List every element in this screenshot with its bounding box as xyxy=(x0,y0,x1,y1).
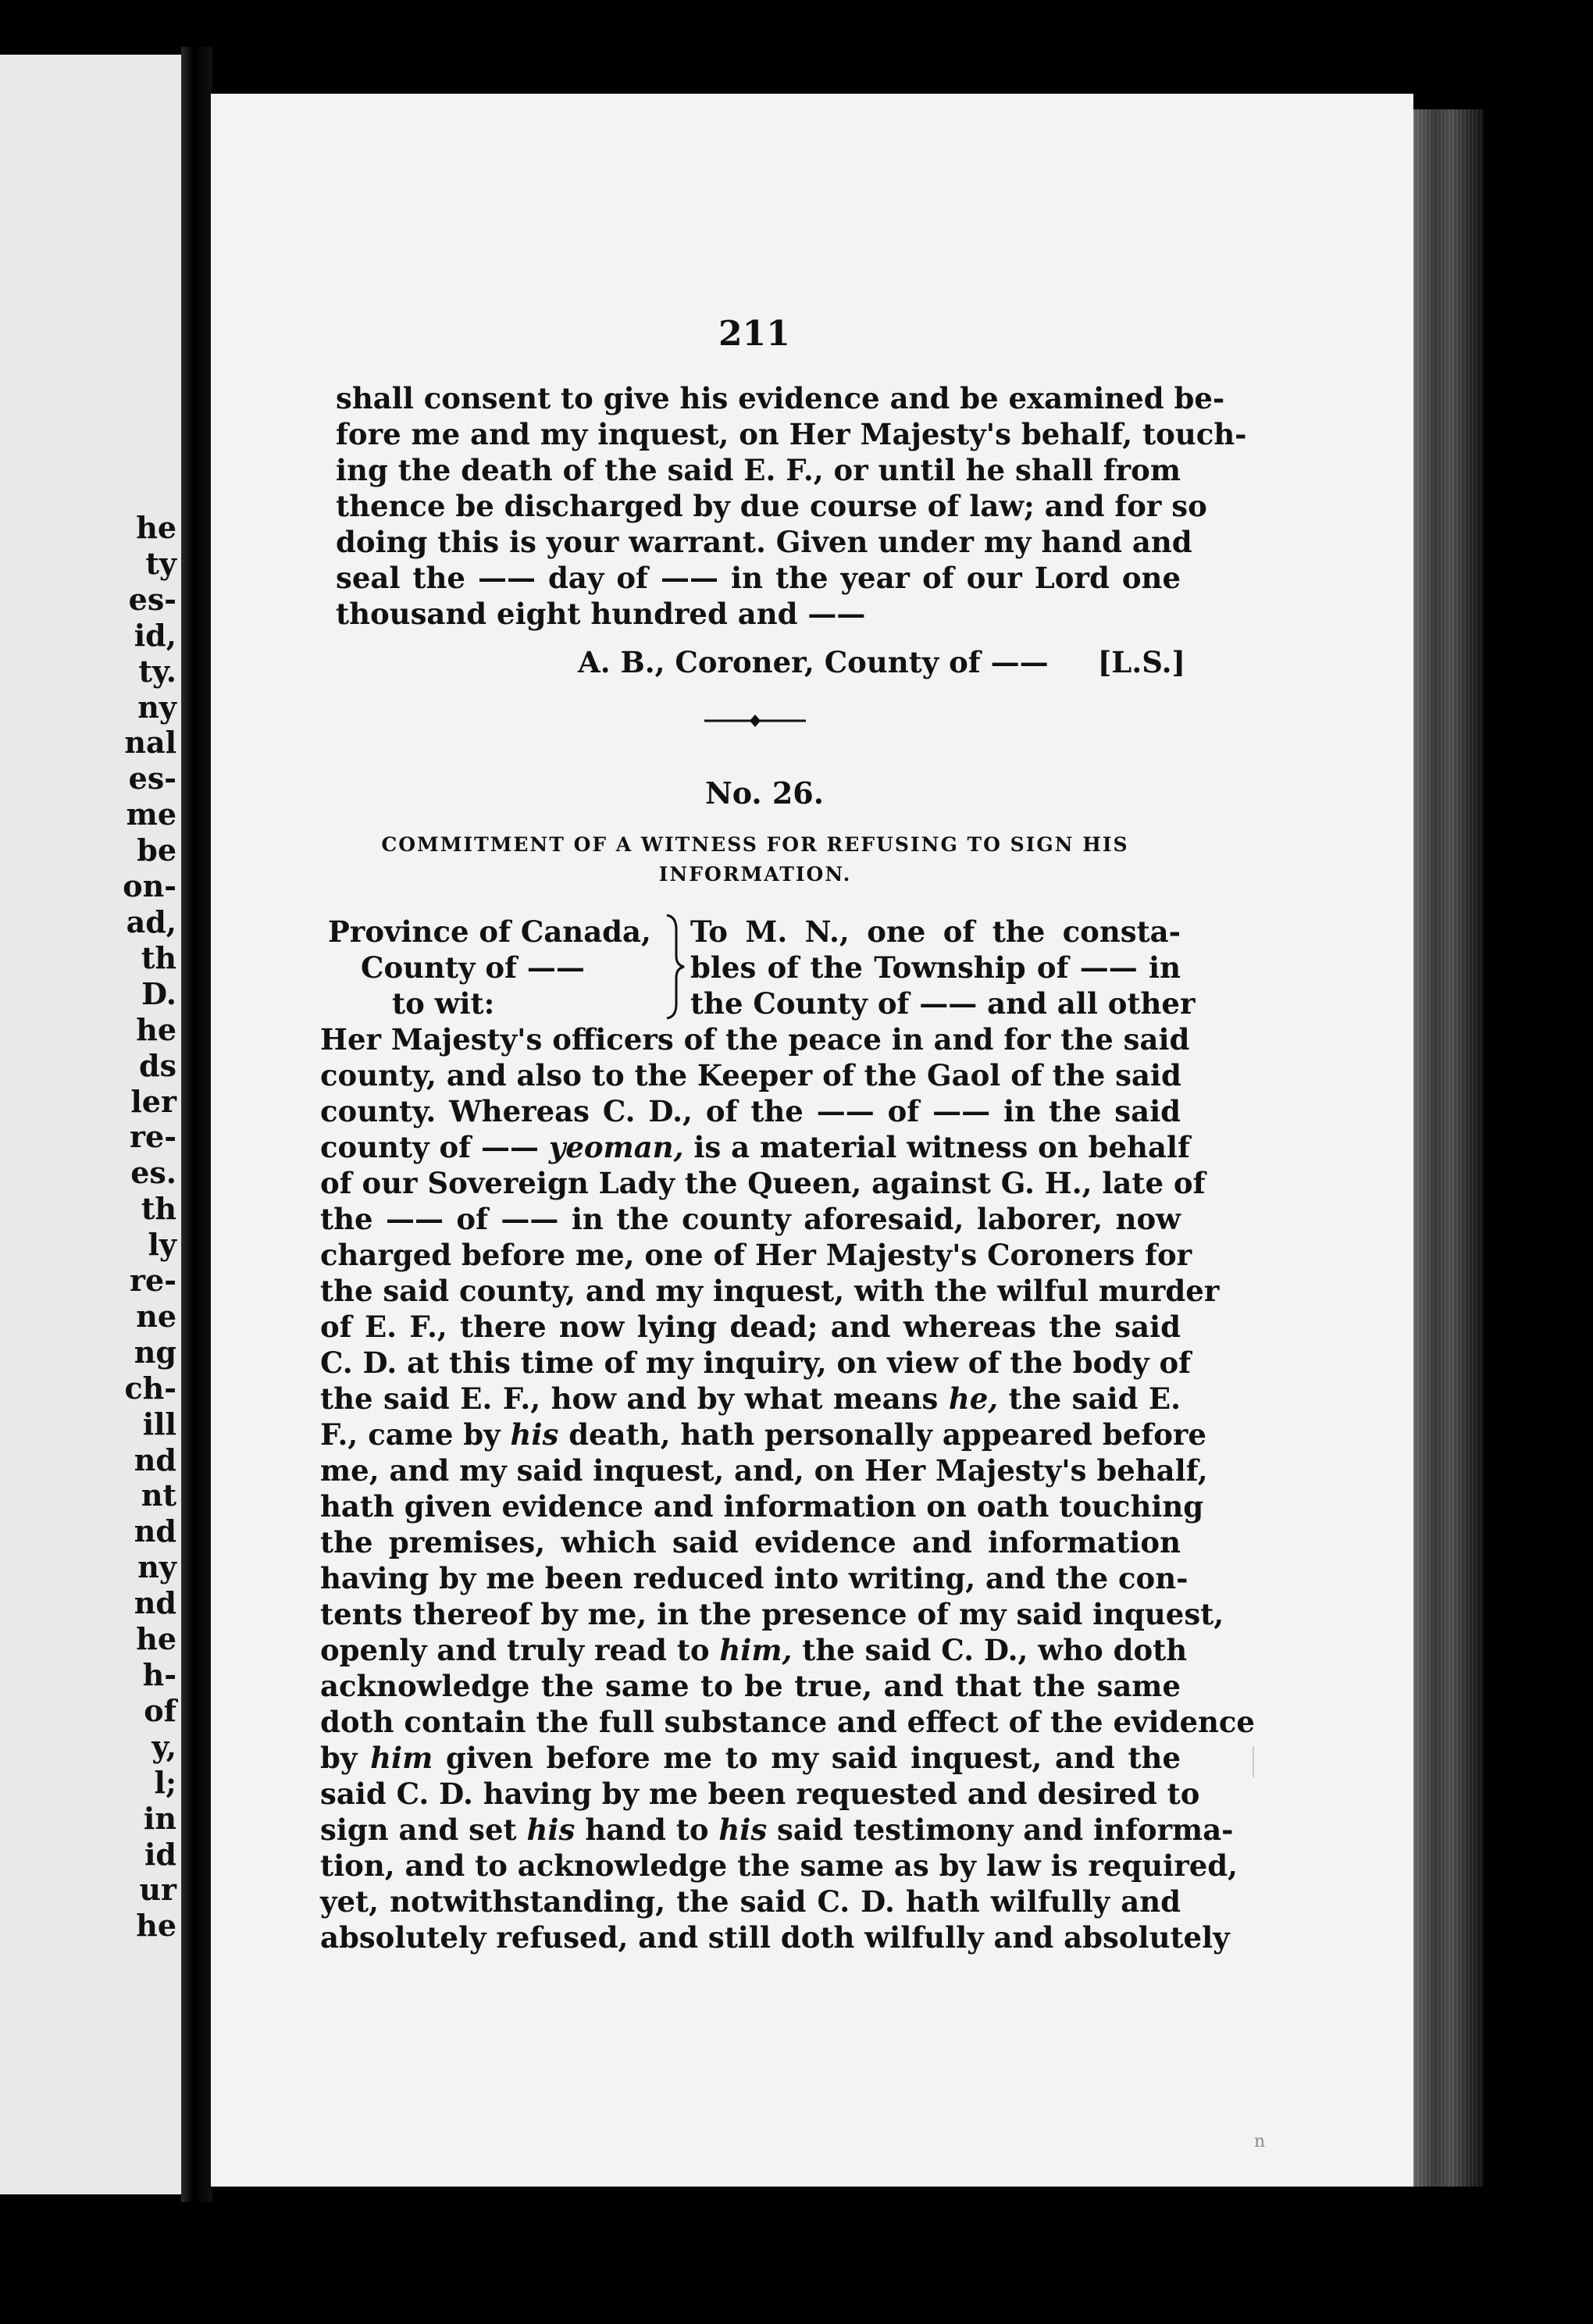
text-line: county. Whereas C. D., of the —— of —— in the said xyxy=(320,1094,1181,1128)
pencil-mark xyxy=(1253,1746,1263,1777)
text-line: C. D. at this time of my inquiry, on view of the body of xyxy=(320,1346,1192,1380)
left-page-fragment: on- xyxy=(123,868,176,904)
left-page-fragment: y, xyxy=(151,1728,176,1764)
text-line: fore me and my inquest, on Her Majesty's behalf, touch- xyxy=(336,417,1247,451)
left-page-fragment: he xyxy=(136,1908,176,1944)
text-line: F., came by his death, hath personally appeared before xyxy=(320,1417,1206,1452)
text-line: tion, and to acknowledge the same as by law is required, xyxy=(320,1848,1238,1883)
left-page-fragment: ch- xyxy=(124,1370,176,1406)
form-heading xyxy=(361,830,1149,889)
text-line: sign and set his hand to his said testimony and informa- xyxy=(320,1813,1234,1847)
text-line: county, and also to the Keeper of the Gaol of the said xyxy=(320,1058,1181,1092)
addressee-block xyxy=(690,914,1196,1021)
text-line: the said E. F., how and by what means he, the said E. xyxy=(320,1381,1181,1416)
text-line: of E. F., there now lying dead; and whereas the said xyxy=(320,1310,1181,1344)
text-line: thence be discharged by due course of law; and for so xyxy=(336,489,1207,523)
venue-county: County of —— xyxy=(361,950,585,985)
warrant-body xyxy=(320,1021,1255,1955)
left-page-fragment: ill xyxy=(142,1406,176,1442)
continuation-paragraph xyxy=(336,380,1247,632)
left-page-fragment: me xyxy=(126,797,176,832)
text-line: seal the —— day of —— in the year of our Lord one xyxy=(336,561,1181,595)
left-page-fragment: nd xyxy=(134,1513,176,1549)
text-line: shall consent to give his evidence and be examined be- xyxy=(336,381,1225,415)
text-line: acknowledge the same to be true, and that the same xyxy=(320,1669,1181,1703)
text-line: of our Sovereign Lady the Queen, against G. H., late of xyxy=(320,1166,1206,1200)
text-line: openly and truly read to him, the said C. D., who doth xyxy=(320,1633,1188,1667)
text-line: doth contain the full substance and effect of the evidence xyxy=(320,1705,1255,1739)
text-line: said C. D. having by me been requested and desired to xyxy=(320,1777,1200,1811)
book-gutter xyxy=(181,47,212,2202)
left-page-fragment: of xyxy=(144,1692,176,1728)
signature-text: A. B., Coroner, County of —— xyxy=(578,645,1049,679)
left-page-fragment: id xyxy=(144,1836,176,1872)
text-line: charged before me, one of Her Majesty's Coroners for xyxy=(320,1238,1192,1272)
left-page-fragment: re- xyxy=(130,1263,176,1299)
left-page-fragment: ler xyxy=(130,1083,176,1119)
left-page-fragment: h- xyxy=(142,1657,176,1692)
venue-province: Province of Canada, xyxy=(328,914,651,949)
signature-line xyxy=(578,645,1195,679)
left-page-fragment: re- xyxy=(130,1119,176,1155)
left-page-line-fragments xyxy=(123,510,176,1944)
page-number: 211 xyxy=(718,314,790,354)
left-page-fragment: l; xyxy=(154,1764,176,1800)
left-page-fragment: he xyxy=(136,510,176,545)
text-line: hath given evidence and information on oath touching xyxy=(320,1489,1204,1524)
heading-line: COMMITMENT OF A WITNESS FOR REFUSING TO SIGN HIS xyxy=(381,833,1129,856)
left-page-fragment: nd xyxy=(134,1585,176,1621)
text-line: ing the death of the said E. F., or until he shall from xyxy=(336,453,1181,487)
text-line: yet, notwithstanding, the said C. D. hath wilfully and xyxy=(320,1884,1181,1919)
left-page-fragment: es- xyxy=(128,581,176,617)
page-edge-shadow xyxy=(1413,109,1484,2187)
left-page-fragment: ny xyxy=(137,689,176,725)
left-page-fragment: in xyxy=(143,1800,176,1836)
text-line: bles of the Township of —— in xyxy=(690,950,1181,985)
heading-line: INFORMATION. xyxy=(658,863,852,886)
section-divider-ornament xyxy=(700,709,811,732)
text-line: by him given before me to my said inquest, and the xyxy=(320,1741,1181,1775)
left-page-fragment: ur xyxy=(139,1872,176,1908)
left-page-fragment: ty. xyxy=(138,653,176,689)
left-page-fragment: be xyxy=(137,832,176,868)
left-page-fragment: ds xyxy=(139,1047,176,1083)
left-page-fragment: es. xyxy=(130,1155,176,1191)
left-page-fragment: th xyxy=(141,939,176,975)
text-line: having by me been reduced into writing, and the con- xyxy=(320,1561,1189,1595)
left-page-fragment: he xyxy=(136,1011,176,1047)
text-line: doing this is your warrant. Given under my hand and xyxy=(336,525,1192,559)
left-page-fragment: nal xyxy=(124,725,176,761)
left-page-fragment: ad, xyxy=(126,904,176,939)
left-page-fragment: ny xyxy=(137,1549,176,1585)
text-line: tents thereof by me, in the presence of my said inquest, xyxy=(320,1597,1224,1631)
left-page-fragment: id, xyxy=(134,617,176,653)
text-line: the County of —— and all other xyxy=(690,986,1196,1021)
text-line: thousand eight hundred and —— xyxy=(336,597,866,631)
left-facing-page xyxy=(0,55,181,2194)
left-page-fragment: es- xyxy=(128,761,176,797)
text-line: Her Majesty's officers of the peace in and for the said xyxy=(320,1022,1190,1057)
seal-mark: [L.S.] xyxy=(1097,645,1185,679)
margin-mark: n xyxy=(1254,2132,1266,2151)
left-page-fragment: D. xyxy=(141,975,176,1011)
left-page-fragment: ng xyxy=(134,1334,176,1370)
text-line: me, and my said inquest, and, on Her Majesty's behalf, xyxy=(320,1453,1208,1488)
text-line: county of —— yeoman, is a material witness on behalf xyxy=(320,1130,1190,1164)
left-page-fragment: nd xyxy=(134,1442,176,1477)
left-page-fragment: nt xyxy=(141,1477,176,1513)
venue-caption xyxy=(328,914,672,1021)
venue-to-wit: to wit: xyxy=(392,986,495,1021)
left-page-fragment: th xyxy=(141,1191,176,1227)
text-line: the said county, and my inquest, with the wilful murder xyxy=(320,1274,1220,1308)
text-line: absolutely refused, and still doth wilfully and absolutely xyxy=(320,1920,1230,1955)
text-line: the premises, which said evidence and information xyxy=(320,1525,1181,1559)
left-page-fragment: he xyxy=(136,1621,176,1657)
left-page-fragment: ly xyxy=(148,1227,176,1263)
left-page-fragment: ne xyxy=(136,1298,176,1334)
text-line: the —— of —— in the county aforesaid, laborer, now xyxy=(320,1202,1181,1236)
curly-brace-icon xyxy=(662,912,689,1021)
left-page-fragment: ty xyxy=(145,545,176,581)
form-number: No. 26. xyxy=(705,775,824,811)
text-line: To M. N., one of the consta- xyxy=(690,914,1181,949)
